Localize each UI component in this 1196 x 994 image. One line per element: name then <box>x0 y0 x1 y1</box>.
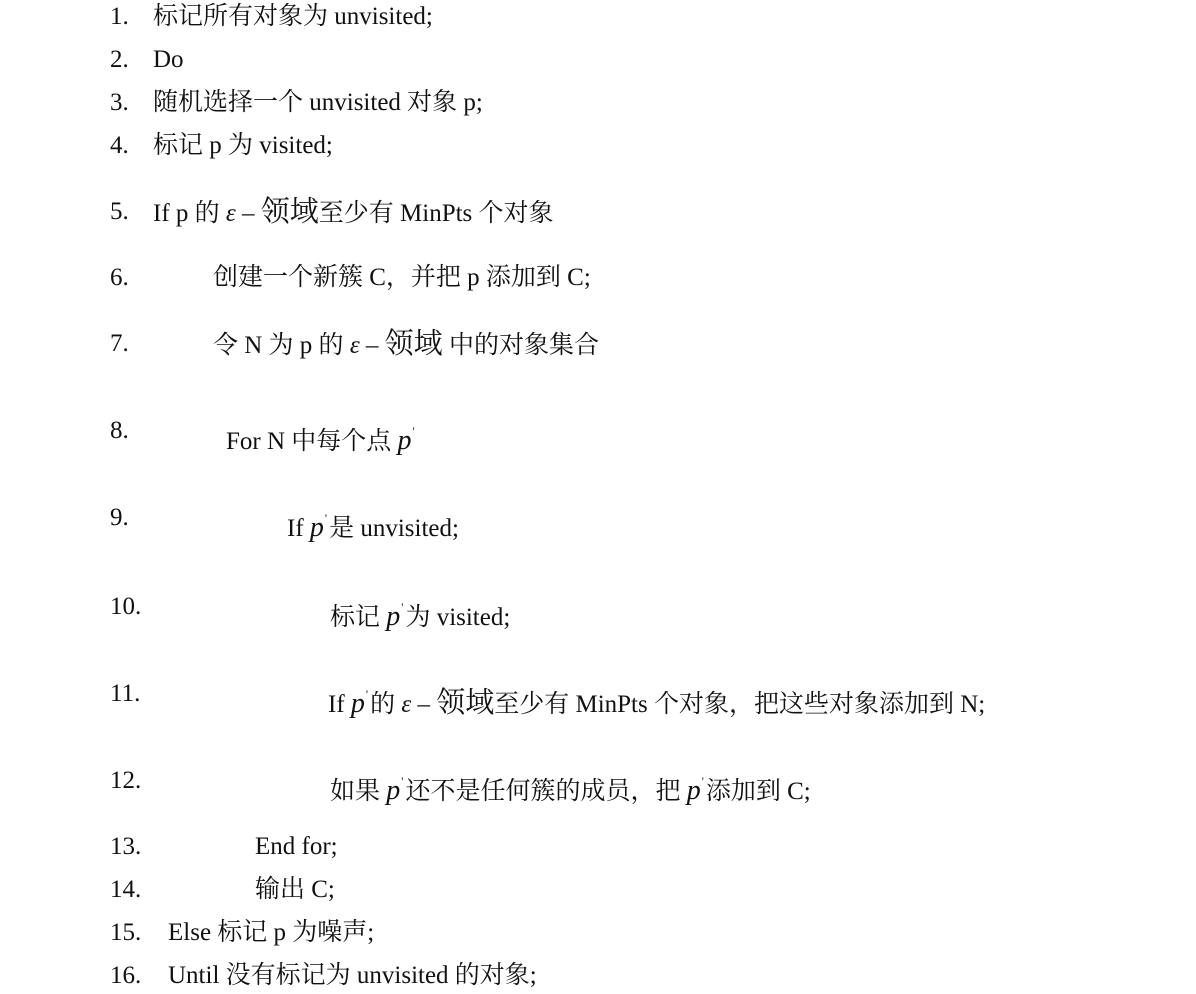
line-number: 16. <box>110 962 142 989</box>
line-text-tail: 为 visited; <box>405 604 511 631</box>
line-number: 8. <box>110 417 129 444</box>
line-text: 令 N 为 p 的 <box>213 332 350 359</box>
line-number: 5. <box>110 198 129 225</box>
line-text-tail: 中的对象集合 <box>442 332 599 359</box>
line-text: Do <box>153 46 184 73</box>
neighborhood-label: 领域 <box>384 328 443 360</box>
line-text: Until 没有标记为 unvisited 的对象; <box>168 962 537 989</box>
line-number: 7. <box>110 330 129 357</box>
line-text: If <box>328 691 351 718</box>
line-number: 10. <box>110 593 142 620</box>
line-text: 标记 <box>330 604 387 631</box>
line-text-tail: 至少有 MinPts 个对象 <box>318 200 554 227</box>
line-text-mid: 的 <box>370 691 402 718</box>
line-number: 11. <box>110 680 141 707</box>
prime-mark: ' <box>701 774 704 788</box>
neighborhood-label: 领域 <box>436 687 495 719</box>
line-number: 14. <box>110 876 142 903</box>
line-number: 2. <box>110 46 129 73</box>
line-number: 9. <box>110 504 129 531</box>
p-prime-symbol: p <box>386 775 401 806</box>
line-text: For N 中每个点 <box>226 428 398 455</box>
p-prime-symbol: p <box>350 688 365 719</box>
line-text: 标记 p 为 visited; <box>153 132 333 159</box>
p-prime-symbol: p <box>309 512 324 543</box>
dash: – <box>359 332 385 359</box>
line-text: 输出 C; <box>255 876 335 903</box>
line-number: 3. <box>110 89 129 116</box>
line-text-tail: 是 unvisited; <box>329 515 459 542</box>
line-text: Else 标记 p 为噪声; <box>168 919 375 946</box>
prime-mark: ' <box>401 774 404 788</box>
line-text: 随机选择一个 unvisited 对象 p; <box>153 89 483 116</box>
prime-mark: ' <box>365 687 369 701</box>
line-text: 如果 <box>330 778 387 805</box>
line-text-tail: 至少有 MinPts 个对象，把这些对象添加到 N; <box>494 691 986 718</box>
p-prime-symbol: p <box>397 425 412 456</box>
p-prime-symbol: p <box>386 601 401 632</box>
epsilon-symbol: ε <box>349 332 360 359</box>
line-number: 13. <box>110 833 142 860</box>
line-text: 创建一个新簇 C，并把 p 添加到 C; <box>213 264 591 291</box>
epsilon-symbol: ε <box>225 200 236 227</box>
line-text-mid: 还不是任何簇的成员，把 <box>405 778 687 805</box>
neighborhood-label: 领域 <box>260 196 319 228</box>
epsilon-symbol: ε <box>401 691 412 718</box>
line-text: If p 的 <box>153 200 226 227</box>
prime-mark: ' <box>324 511 328 525</box>
dash: – <box>235 200 261 227</box>
line-text: End for; <box>255 833 338 860</box>
line-number: 15. <box>110 919 142 946</box>
line-number: 12. <box>110 767 142 794</box>
prime-mark: ' <box>401 600 404 614</box>
line-text: 标记所有对象为 unvisited; <box>153 3 433 30</box>
line-number: 6. <box>110 264 129 291</box>
line-number: 1. <box>110 3 129 30</box>
dash: – <box>411 691 437 718</box>
line-text: If <box>287 515 310 542</box>
line-text-tail: 添加到 C; <box>705 778 811 805</box>
prime-mark: ' <box>412 424 415 438</box>
p-prime-symbol: p <box>686 775 701 806</box>
line-number: 4. <box>110 132 129 159</box>
